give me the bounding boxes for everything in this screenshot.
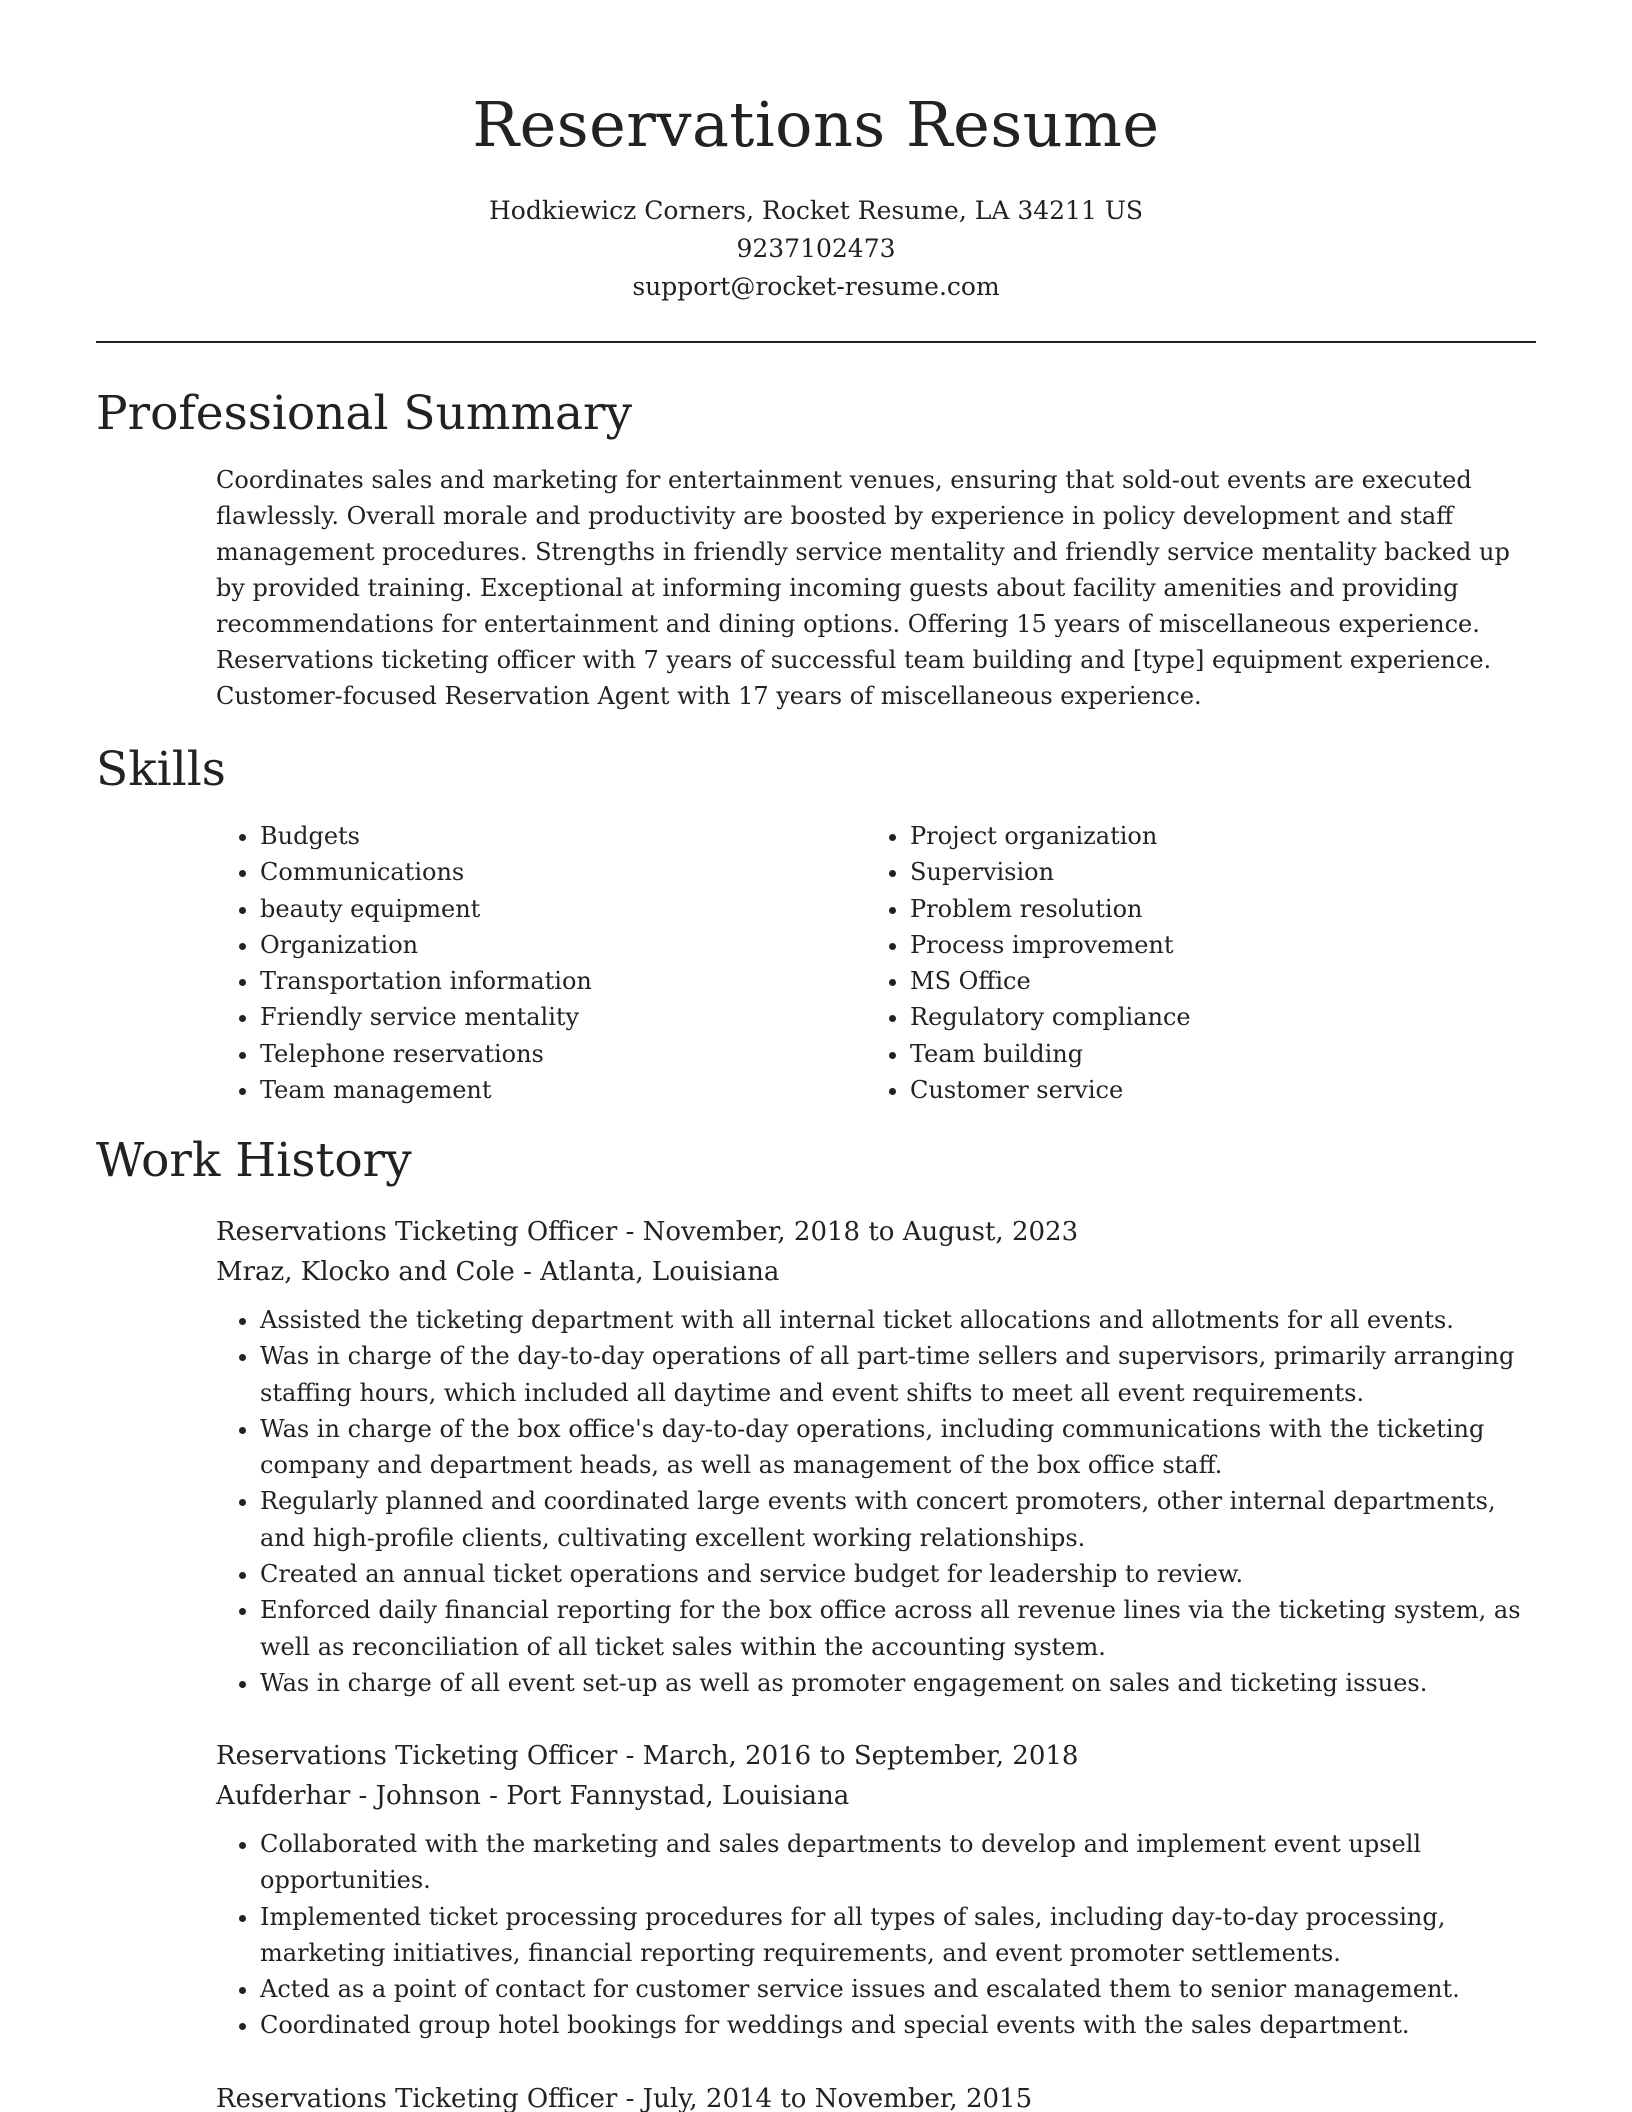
skill-item: • MS Office bbox=[910, 963, 1516, 999]
skill-item: • Friendly service mentality bbox=[260, 999, 866, 1035]
contact-email[interactable]: support@rocket-resume.com bbox=[632, 272, 1000, 301]
skill-item: • Project organization bbox=[910, 818, 1516, 854]
contact-phone: 9237102473 bbox=[736, 234, 896, 263]
skill-item: • Team management bbox=[260, 1072, 866, 1108]
job-bullet: • Assisted the ticketing department with all internal ticket allocations and allotments for all events. bbox=[260, 1302, 1536, 1338]
contact-block bbox=[0, 192, 1632, 306]
skill-item: • beauty equipment bbox=[260, 891, 866, 927]
job-company-line: Mraz, Klocko and Cole - Atlanta, Louisiana bbox=[216, 1257, 780, 1287]
job-bullets bbox=[216, 1302, 1536, 1701]
job-bullet: • Enforced daily financial reporting for the box office across all revenue lines via the ticketing system, as well as reconciliation of all ticket sales within the accounting system. bbox=[260, 1592, 1536, 1665]
job-bullet: • Regularly planned and coordinated large events with concert promoters, other internal departments, and high-profile clients, cultivating excellent working relationships. bbox=[260, 1483, 1536, 1556]
job-title-line: Reservations Ticketing Officer - March, 2016 to September, 2018 bbox=[216, 1741, 1079, 1771]
skill-item: • Problem resolution bbox=[910, 891, 1516, 927]
skill-item: • Process improvement bbox=[910, 927, 1516, 963]
skill-item: • Customer service bbox=[910, 1072, 1516, 1108]
job-entry bbox=[216, 2079, 1536, 2112]
section-title-summary: Professional Summary bbox=[96, 386, 633, 441]
job-bullet: • Was in charge of the box office's day-to-day operations, including communications with the ticketing company and department heads, as well as management of the box office staff. bbox=[260, 1411, 1536, 1484]
job-company-line: Aufderhar - Johnson - Port Fannystad, Louisiana bbox=[216, 1781, 850, 1811]
job-bullet: • Implemented ticket processing procedures for all types of sales, including day-to-day processing, marketing initiatives, financial reporting requirements, and event promoter settlements. bbox=[260, 1899, 1536, 1972]
skill-item: • Telephone reservations bbox=[260, 1036, 866, 1072]
job-bullet: • Acted as a point of contact for customer service issues and escalated them to senior management. bbox=[260, 1971, 1536, 2007]
job-bullet: • Created an annual ticket operations and service budget for leadership to review. bbox=[260, 1556, 1536, 1592]
skill-item: • Transportation information bbox=[260, 963, 866, 999]
skills-column-left bbox=[216, 818, 866, 1108]
skill-item: • Budgets bbox=[260, 818, 866, 854]
resume-title: Reservations Resume bbox=[472, 88, 1160, 161]
summary-text: Coordinates sales and marketing for entertainment venues, ensuring that sold-out events are executed flawlessly. Overall morale and productivity are boosted by experience in policy development and staff management procedures. Strengths in friendly service mentality and friendly service mentality backed up by provided training. Exceptional at informing incoming guests about facility amenities and providing recommendations for entertainment and dining options. Offering 15 years of miscellaneous experience. Reservations ticketing officer with 7 years of successful team building and [type] equipment experience. Customer-focused Reservation Agent with 17 years of miscellaneous experience. bbox=[216, 466, 1510, 710]
skills-list bbox=[216, 818, 1526, 1108]
section-title-skills: Skills bbox=[96, 742, 226, 797]
job-title-line: Reservations Ticketing Officer - July, 2014 to November, 2015 bbox=[216, 2084, 1033, 2112]
skill-item: • Regulatory compliance bbox=[910, 999, 1516, 1035]
header-divider bbox=[96, 341, 1536, 343]
job-bullets bbox=[216, 1826, 1536, 2044]
skill-item: • Team building bbox=[910, 1036, 1516, 1072]
skill-item: • Communications bbox=[260, 854, 866, 890]
job-bullet: • Was in charge of the day-to-day operations of all part-time sellers and supervisors, primarily arranging staffing hours, which included all daytime and event shifts to meet all event requirements. bbox=[260, 1338, 1536, 1411]
skills-column-right bbox=[866, 818, 1516, 1108]
section-title-work-history: Work History bbox=[96, 1133, 412, 1188]
job-bullet: • Collaborated with the marketing and sales departments to develop and implement event upsell opportunities. bbox=[260, 1826, 1536, 1899]
job-entry bbox=[216, 1736, 1536, 2044]
job-entry bbox=[216, 1212, 1536, 1701]
skill-item: • Organization bbox=[260, 927, 866, 963]
job-bullet: • Was in charge of all event set-up as well as promoter engagement on sales and ticketing issues. bbox=[260, 1665, 1536, 1701]
contact-address: Hodkiewicz Corners, Rocket Resume, LA 34211 US bbox=[488, 196, 1144, 225]
skill-item: • Supervision bbox=[910, 854, 1516, 890]
job-title-line: Reservations Ticketing Officer - November, 2018 to August, 2023 bbox=[216, 1217, 1079, 1247]
job-bullet: • Coordinated group hotel bookings for weddings and special events with the sales department. bbox=[260, 2007, 1536, 2043]
